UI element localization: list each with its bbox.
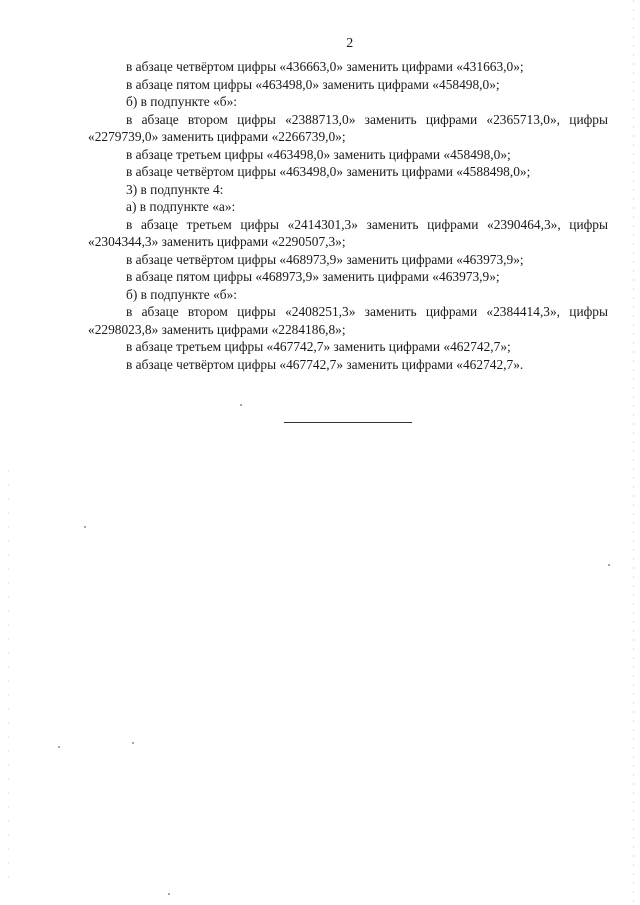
paragraph: в абзаце четвёртом цифры «467742,7» заменить цифрами «462742,7». <box>126 356 524 372</box>
paragraph: а) в подпункте «а»: <box>126 199 236 214</box>
paragraph: б) в подпункте «б»: <box>126 286 238 302</box>
paragraph: в абзаце третьем цифры «463498,0» заменить цифрами «458498,0»; <box>126 146 511 162</box>
paragraph: в абзаце втором цифры «2388713,0» заменить цифрами «2365713,0», цифры «2279739,0» заменить цифрами «2266739,0»; <box>88 111 608 144</box>
paragraph: 3) в подпункте 4: <box>126 181 224 197</box>
scan-artifact-edge <box>633 0 634 905</box>
scan-speck <box>58 746 60 748</box>
page-number: 2 <box>346 36 354 51</box>
paragraph: в абзаце четвёртом цифры «436663,0» заменить цифрами «431663,0»; <box>126 59 524 74</box>
paragraph: в абзаце третьем цифры «2414301,3» заменить цифрами «2390464,3», цифры «2304344,3» заменить цифрами «2290507,3»; <box>88 216 608 249</box>
scan-speck <box>240 404 242 406</box>
paragraph: в абзаце четвёртом цифры «468973,9» заменить цифрами «463973,9»; <box>126 251 524 267</box>
paragraph: б) в подпункте «б»: <box>126 94 238 109</box>
paragraph: в абзаце третьем цифры «467742,7» заменить цифрами «462742,7»; <box>126 339 511 354</box>
scan-speck <box>84 526 86 528</box>
scan-artifact-edge-left <box>8 470 9 890</box>
paragraph: в абзаце втором цифры «2408251,3» заменить цифрами «2384414,3», цифры «2298023,8» заменить цифрами «2284186,8»; <box>88 304 608 337</box>
end-divider <box>284 422 412 423</box>
document-body <box>88 58 608 373</box>
scan-speck <box>168 893 170 895</box>
paragraph: в абзаце пятом цифры «463498,0» заменить цифрами «458498,0»; <box>126 76 500 92</box>
scan-speck <box>608 564 610 566</box>
scan-speck <box>132 742 134 744</box>
paragraph: в абзаце пятом цифры «468973,9» заменить цифрами «463973,9»; <box>126 269 500 284</box>
paragraph: в абзаце четвёртом цифры «463498,0» заменить цифрами «4588498,0»; <box>126 164 531 179</box>
